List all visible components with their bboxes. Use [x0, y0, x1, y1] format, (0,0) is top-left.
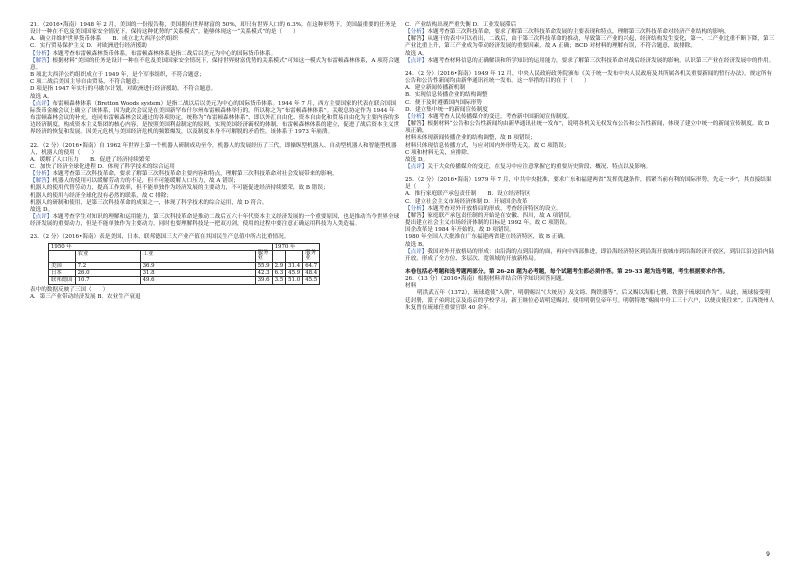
- q25-comment: 【点评】我国对外开放格局的形成：由沿海的点到沿海的面，再向中西部推进，即沿海经济特区到沿海开放城市到沿海经济开放区，到沿江沿边沿内陆开放，形成了全方位、多层次、宽领域的开放新格局。: [405, 248, 775, 262]
- q23-after-table: 表中的数据反映了三国（ ）: [30, 286, 109, 293]
- comment-tag: 【点评】: [30, 100, 53, 107]
- q21-answer-line: 故选 A。: [30, 93, 53, 100]
- q22-options-ab: A．缓解了人口压力 B．促进了经济持续繁荣: [30, 156, 151, 163]
- q23-answer-line: 故选 A。: [405, 50, 428, 57]
- q21-options-cd: C．实行贸易保护主义 D．对欧洲进行经济援助: [30, 43, 147, 50]
- q22-options-cd: C．加快了经济全球化进程 D．体现了科学技术的综合运用: [30, 163, 175, 170]
- q23-stem: 23．（2 分）（2016•海南）表是美国、日本、联邦德国三大产业产值在其国民生产总值中所占比重情况。: [30, 234, 290, 241]
- q24-stem: 24．（2 分）（2016•海南）1949 年 12 月，中央人民政府政务院颁布《关于统一发布中央人民政府及其所属各机关重要新闻的暂行办法》，规定所有公告和公告性新闻均由新华通讯社统一发布。这一举措的目的在于（ ）: [405, 70, 773, 85]
- table-year-1950: 1950 年: [49, 243, 273, 250]
- q22-answer-line: 机器人的使用代替劳动力，提高工作效率，但不能单独作为经济发展的主要动力，不可能促进经济持续繁荣，故 B 错误；: [30, 185, 329, 192]
- table-header-service-1970: 服务业: [303, 250, 320, 262]
- q23-options-ab: A．第三产业带动经济发展 B．农业生产衰退: [30, 293, 141, 300]
- q22-answer-line: 机器人的使用与经济全球化没有必然的联系，故 C 排除；: [30, 192, 173, 199]
- analysis-tag: 【分析】: [30, 50, 53, 57]
- q23-options-cd: C．产业结构出现严重失衡 D．工业发展滞后: [405, 22, 517, 28]
- industry-share-table: [48, 243, 320, 285]
- q21-analysis: 【分析】本题考查布雷顿森林货币体系，布雷顿森林体系是指二战后以美元为中心的国际货币体系。: [30, 50, 277, 57]
- q24-option-d: D．建立集中统一的新闻宣传制度: [405, 106, 488, 113]
- table-header-service: 服务业: [255, 250, 272, 262]
- q25-answer: 【解答】家庭联产承包责任制的开始是在安徽、四川，故 A 项错误。: [405, 212, 575, 219]
- q24-option-c: C．便于及时遵循国内国际形势: [405, 99, 482, 106]
- q24-answer-line: C 项和材料无关，应排除。: [405, 149, 473, 156]
- answer-tag: 【解答】: [30, 57, 53, 64]
- right-column: [405, 22, 775, 312]
- q22-stem: 22．（2 分）（2016•海南）自 1962 年世界上第一个机器人研制成功至今，机器人的发展经历了三代，即操纵型机器人、自动型机器人和智能型机器人，机器人的使用（ ）: [30, 142, 397, 156]
- table-year-1970: 1970 年: [272, 243, 320, 250]
- q25-options-ab: A．推行家庭联产承包责任制 B．设立经济特区: [405, 191, 531, 198]
- table-row: 美国 7.2 36.9 55.9 2.9 31.4 64.7: [49, 262, 320, 269]
- q22-answer-line: 机器人的研制和使用，是第三次科技革命的成果之一，体现了科学技术的综合运用，故 D 符合。: [30, 199, 268, 206]
- q26-stem: 26．（13 分）（2016•海南）根据材料并结合所学知识回答问题。: [405, 276, 568, 283]
- q21-answer-line: B 项北大西洋公约组织成立于 1949 年，是个军事组织，不符合题意；: [30, 72, 205, 79]
- q25-answer-line: 提出建立社会主义市场经济体制的目标是 1992 年，故 C 项错误。: [405, 220, 571, 227]
- q24-comment: 【点评】关于大众传播媒介的变迁，在复习中应注意掌握它的重要历史阶段、概况、特点以及影响。: [405, 163, 652, 170]
- q24-answer-line: 故选 D。: [405, 156, 429, 163]
- q24-answer-line: 材料未体现新闻传播企业的结构调整，故 B 项错误；: [405, 135, 536, 142]
- q21-answer-line: C 项二战后美国主导自由贸易，不符合题意；: [30, 79, 143, 86]
- q22-analysis: 【分析】本题考查第三次科技革命，要求了解第三次科技革命主要内容和特点，理解第三次科技革命对社会发展带来的影响。: [30, 171, 338, 178]
- q25-stem: 25．（2 分）（2016•海南）1979 年 7 月，中共中央批准，要求广东和福建两省“发挥优越条件，抓紧当前有利的国际形势，先走一步”，其直接结果是（ ）: [405, 177, 772, 191]
- q22-answer-line: 故选 D。: [30, 206, 54, 213]
- q21-stem: 21．（2016•海南）1948 年 2 月，美国的一份报告称，美国拥有世界财富的 50%，却只有世界人口的 6.3%。在这种形势下，美国最重要的任务是设计一种在不危及美国国家安全情况下，保持这种优势的“关系模式”。能够体现这一“关系模式”的是（ ）: [30, 22, 397, 36]
- left-column: [30, 22, 400, 301]
- q25-options-cd: C．建立社会主义市场经济体制 D．开展国企改革: [405, 198, 528, 205]
- table-row: 联邦德国 10.7 49.6 39.6 3.5 51.0 45.5: [49, 277, 320, 284]
- table-header-industry: 工业: [140, 250, 255, 262]
- q24-option-b: B．实现信息传播企业的结构调整: [405, 92, 488, 99]
- q26-material-label: 材料: [405, 283, 417, 290]
- q22-comment: 【点评】本题考查学生对知识的理解和运用能力，第三次科技革命是推动二战后五六十年代资本主义经济发展的一个重要原因，也是推动当今世界全球经济发展的重要动力，但是不能单独作为主要动力，同时也要理解科技是一把双刃剑，使用的过程中要注意正确运用科技为人类造福。: [30, 214, 400, 228]
- q24-analysis: 【分析】本题考查人民传播媒介的变迁，考查新中国新闻宣传制度。: [405, 113, 573, 120]
- q24-answer-line: 材料只体现信息传播方式，与应对国内外形势无关，故 C 项错误；: [405, 142, 570, 149]
- q23-analysis: 【分析】本题考查第三次科技革命，要求了解第三次科技革命发展的主要表现和特点，理解第三次科技革命对经济产业结构的影响。: [405, 29, 730, 36]
- q24-answer: 【解答】根据材料“公告和公告性新闻均由新华通讯社统一发布”，说明各机关无权发布公告和公告性新闻，体现了建立中统一的新闻宣传制度，故 D 项正确。: [405, 121, 770, 135]
- q23-answer: 【解答】从题干的表中可以看出，二战后，由于第三次科技革命的推动，导致第三产业的兴起，经济结构发生变化，第一、二产业比重不断下降，第三产业比重上升，第三产业成为带动经济发展的重要因素，故 A 正确；BCD 对材料的理解有误，不符合题意，故排除。: [405, 36, 775, 50]
- q25-answer-line: 国企改革是 1984 年开始的，故 D 项错误。: [405, 227, 515, 234]
- q25-answer-line: 1980 年全国人大批准在广东福建两省建立经济特区，故 B 正确。: [405, 234, 569, 241]
- table-header-agri: 农业: [75, 250, 140, 262]
- q24-option-a: A．建立新闻传播新机制: [405, 85, 465, 92]
- q21-comment: 【点评】布雷顿森林体系（Bretton Woods system）是指二战以后以美元为中心的国际货币体系。1944 年 7 月，西方主要国家的代表在联合国国际货币金融会议上确立了该体系，因为此次会议是在美国新罕布什尔州布雷顿森林举行的，所以称之为“布雷顿森林体系”。关税总协定作为 1944 年布雷顿森林会议的补充，连同布雷顿森林会议通过的各项协定，统称为“布雷顿森林体系”，即以外汇自由化、资本自由化和贸易自由化为主要内容的多边经济制度，构成资本主义集团的核心内容，是按照美国利益制定的原则，实现美国经济霸权的体制。布雷顿森林体系的建立，促进了战后资本主义世界经济的恢复和发展。因美元危机与美国经济危机的频繁爆发，以及制度本身不可解脱的矛盾性，该体系于 1973 年崩溃。: [30, 100, 400, 136]
- q21-answer: 【解答】根据材料“美国的任务是设计一种在不危及美国国家安全情况下，保持世界财富优势的关系模式”可知这一模式为布雷顿森林体系，A 项符合题意。: [30, 57, 400, 71]
- table-row: 日本 26.0 31.8 42.3 6.3 45.9 48.4: [49, 270, 320, 277]
- q21-answer-line: D 项是指 1947 年实行的马歇尔计划，对欧洲进行经济援助，不符合题意。: [30, 86, 217, 93]
- q26-passage: 明洪武五年（1372），琉球遣使“入朝”，明朝赐以“《大统历》及文绮、陶铁器等”，后又赐以海船七艘、铁器于琉球国作为“。从此，琉球接受明廷封册，派子弟到北京及南京的学校学习，新王继位必请明廷赐封，使用明朝皇帝年号。明朝特地“赐闽中舟工三十六户，以便贡使往来”。江西饶州人朱复曾在琉球任重要官职 40 余年。: [405, 290, 775, 311]
- page-number: 9: [766, 551, 770, 558]
- section-instructions: 本卷包括必考题和选考题两部分。第 26-28 题为必考题，每个试题考生都必须作答。第 29-33 题为选考题，考生根据要求作答。: [405, 269, 729, 275]
- q22-answer: 【解答】机器人的使用可以缓解劳动力的不足，但不可能缓解人口压力，故 A 错误；: [30, 178, 239, 185]
- q23-comment: 【点评】本题考查材料信息的正确解读和所学知识的运用能力，要求了解第三次科技革命对战后经济发展的影响，认识第三产业在经济发展中的作用。: [405, 57, 775, 64]
- q25-analysis: 【分析】本题考查对外开放格局的形成，考查经济特区的设立。: [405, 205, 562, 212]
- q21-options-ab: A．确立并维护世界货币体系 B．成立北大西洋公约组织: [30, 36, 178, 43]
- q25-answer-line: 故选 B。: [405, 241, 428, 248]
